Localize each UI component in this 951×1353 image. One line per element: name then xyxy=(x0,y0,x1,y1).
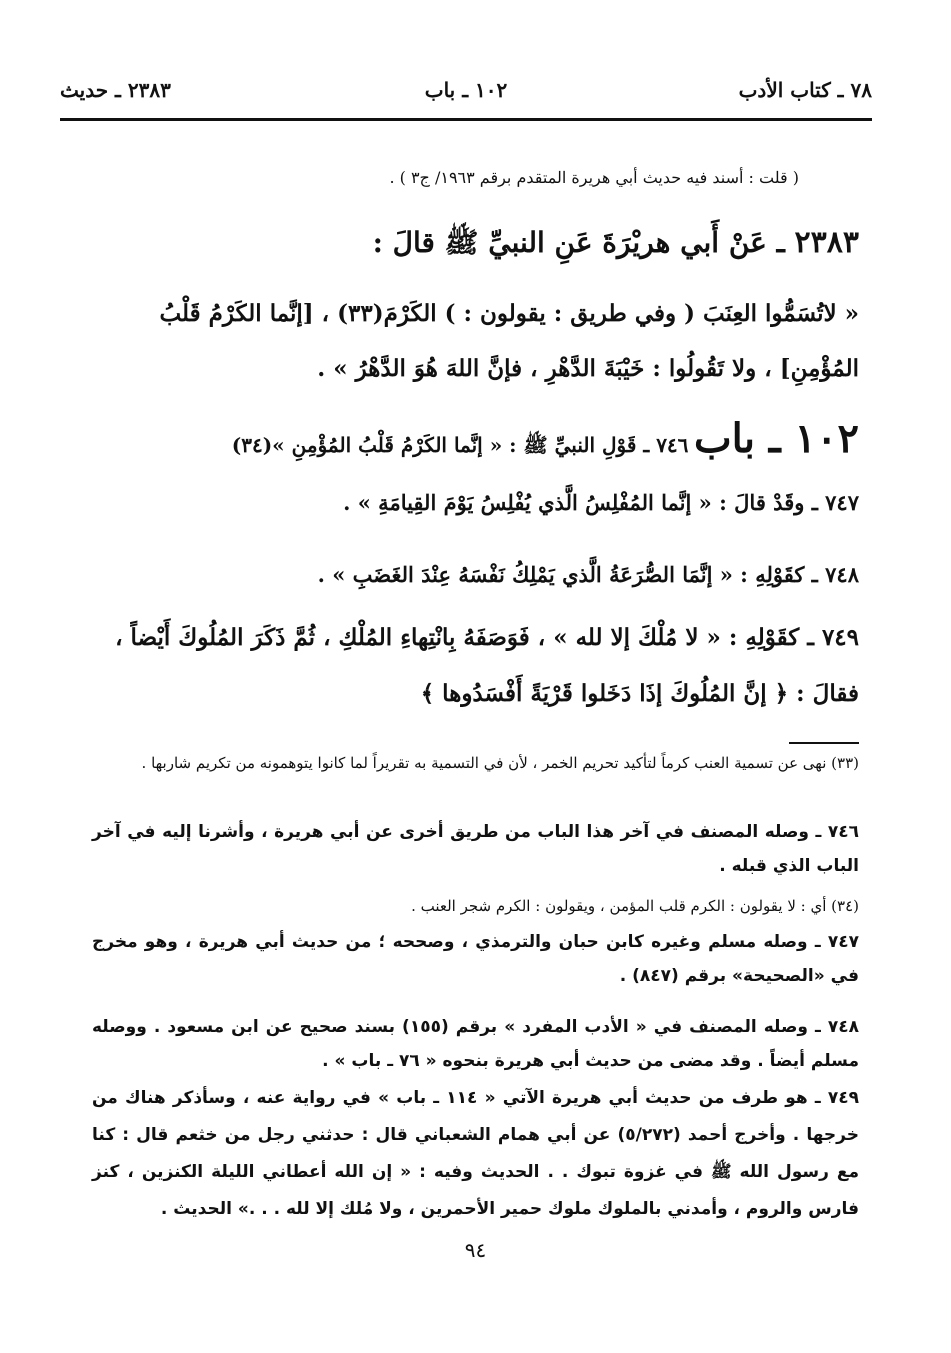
page-number: ٩٤ xyxy=(464,1238,487,1262)
header-hadith-number: ٢٣٨٣ ـ حديث xyxy=(60,78,171,102)
hadith-text-line-2: المُؤْمِنِ] ، ولا تَقُولُوا : خَيْبَةَ الدَّهْرِ ، فإنَّ اللهَ هُوَ الدَّهْرُ » . xyxy=(317,355,859,382)
chapter-heading xyxy=(232,415,859,462)
editor-note: ( قلت : أسند فيه حديث أبي هريرة المتقدم برقم ١٩٦٣/ ج٣ ) . xyxy=(389,168,799,187)
hadith-intro: ـ عَنْ أَبي هريْرَةَ عَنِ النبيِّ ﷺ قالَ : xyxy=(372,226,785,259)
item-747: ٧٤٧ ـ وقَدْ قالَ : « إنَّما المُفْلِسُ الَّذي يُفْلِسُ يَوْمَ القِيامَةِ » . xyxy=(343,490,859,515)
footnote-33: (٣٣) نهى عن تسمية العنب كرماً لتأكيد تحريم الخمر ، لأن في التسمية به تقريراً لما كانوا يتوهمونه من تكريم شاربها . xyxy=(141,754,859,772)
footnote-746: ٧٤٦ ـ وصله المصنف في آخر هذا الباب من طريق أخرى عن أبي هريرة ، وأشرنا إليه في آخر الباب الذي قبله . xyxy=(92,822,859,876)
hadith-text-line-1: « لاتُسَمُّوا العِنَبَ ( وفي طريق : يقولون : ) الكَرْمَ(٣٣) ، [إنَّما الكَرْمُ قَلْبُ xyxy=(159,300,859,327)
chapter-label: ١٠٢ ـ باب xyxy=(694,415,859,462)
item-749-line-1: ٧٤٩ ـ كقَوْلِهِ : « لا مُلْكَ إلا لله » ، فَوَصَفَهُ بِانْتِهاءِ المُلْكِ ، ثُمَّ ذَكَرَ المُلُوكَ أَيْضاً ، xyxy=(115,624,859,651)
chapter-title: ٧٤٦ ـ قَوْلِ النبيِّ ﷺ : « إنَّما الكَرْمُ قَلْبُ المُؤْمِنِ »(٣٤) xyxy=(231,433,689,457)
item-748: ٧٤٨ ـ كقَوْلِهِ : « إنَّمَا الصُّرَعَةُ الَّذي يَمْلِكُ نَفْسَهُ عِنْدَ الغَضَبِ » . xyxy=(317,562,859,587)
header-chapter: ١٠٢ ـ باب xyxy=(424,78,508,102)
header-divider xyxy=(60,118,872,121)
footnote-747: ٧٤٧ ـ وصله مسلم وغيره كابن حبان والترمذي ، وصححه ؛ من حديث أبي هريرة ، وهو مخرج في «الصحيحة» برقم (٨٤٧) . xyxy=(92,932,859,986)
hadith-number: ٢٣٨٣ xyxy=(794,225,859,260)
footnote-749: ٧٤٩ ـ هو طرف من حديث أبي هريرة الآتي « ١١٤ ـ باب » في رواية عنه ، وسأذكر هناك من خرجها . وأخرج أحمد (٥/٢٧٢) عن أبي همام الشعباني قال : حدثني رجل من خثعم قال : كنا مع رسول الله ﷺ في غزوة تبوك . . الحديث وفيه : « إن الله أعطاني الليلة الكنزين ، كنز فارس والروم ، وأمدني بالملوك ملوك حمير الأحمرين ، ولا مُلك إلا لله . . .» الحديث . xyxy=(92,1088,860,1219)
footnote-748: ٧٤٨ ـ وصله المصنف في « الأدب المفرد » برقم (١٥٥) بسند صحيح عن ابن مسعود . ووصله مسلم أيضاً . وقد مضى من حديث أبي هريرة بنحوه « ٧٦ ـ باب » . xyxy=(92,1017,859,1071)
header-book-title: ٧٨ ـ كتاب الأدب xyxy=(738,78,872,102)
item-749-line-2: فقالَ : ﴿ إنَّ المُلُوكَ إذَا دَخَلوا قَرْيَةً أَفْسَدُوها ﴾ xyxy=(420,680,859,707)
footnote-divider xyxy=(789,742,859,744)
footnote-34: (٣٤) أي : لا يقولون : الكرم قلب المؤمن ، ويقولون : الكرم شجر العنب . xyxy=(411,897,859,915)
hadith-heading xyxy=(373,225,859,266)
running-header xyxy=(60,70,872,110)
